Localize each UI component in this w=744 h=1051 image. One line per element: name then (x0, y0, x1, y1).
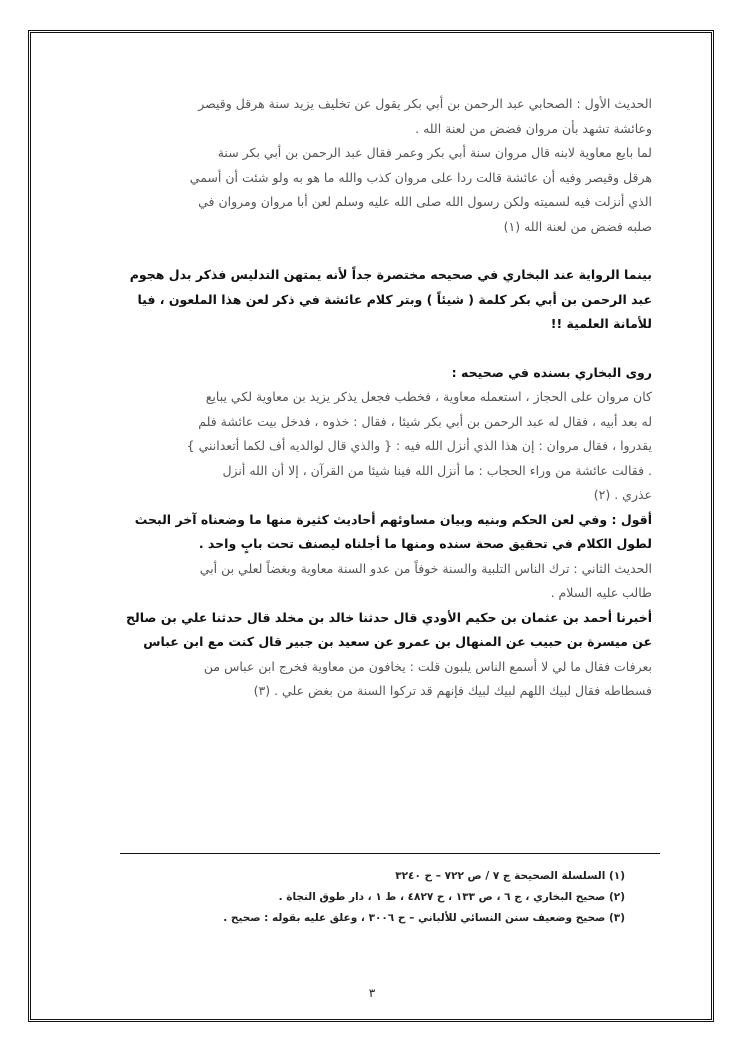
section-heading: روى البخاري بسنده في صحيحه : (451, 364, 652, 380)
footnotes (120, 866, 625, 929)
text-line: . فقالت عائشة من وراء الحجاب : ما أنزل الله فينا شيئا من القرآن ، إلا أن الله أنزل (222, 462, 652, 478)
paragraph-hadith-2 (98, 557, 652, 606)
text-line: له بعد أبيه ، فقال له عبد الرحمن بن أبي بكر شيئا ، فقال : خذوه ، فدخل بيت عائشة فلم (198, 413, 652, 429)
text-line: صلبه فضض من لعنة الله (١) (503, 218, 652, 234)
text-line: أخبرنا أحمد بن عثمان بن حكيم الأودي قال حدثنا خالد بن مخلد قال حدثنا علي بن صالح (126, 609, 652, 625)
heading-bukhari-narration (98, 361, 652, 386)
text-line: عبد الرحمن بن أبي بكر كلمة ( شيئاً ) وبتر كلام عائشة في ذكر لعن هذا الملعون ، فيا (137, 291, 652, 307)
text-line: كان مروان على الحجاز ، استعمله معاوية ، فخطب فجعل يذكر يزيد بن معاوية لكي يبايع (205, 389, 652, 404)
paragraph-bukhari-comment (98, 263, 652, 337)
text-line: للأمانة العلمية !! (550, 316, 652, 331)
text-line: فسطاطه فقال لبيك اللهم لبيك لبيك فإنهم قد تركوا السنة من بغض علي . (٣) (253, 683, 652, 698)
text-line: عن ميسرة بن حبيب عن المنهال بن عمرو عن سعيد بن جبير قال كنت مع ابن عباس (143, 634, 652, 649)
footnote-2: (٢) صحيح البخاري ، ج ٦ ، ص ١٣٣ ، ح ٤٨٢٧ ، ط ١ ، دار طوق النجاة . (278, 891, 625, 903)
text-line: لطول الكلام في تحقيق صحة سنده ومنها ما أجلناه ليصنف تحت بابٍ واحد . (198, 536, 652, 551)
text-line: عذري . (٢) (593, 487, 652, 502)
text-line: لما بايع معاوية لابنه قال مروان سنة أبي بكر وعمر فقال عبد الرحمن بن أبي بكر سنة (217, 145, 652, 160)
paragraph-hadith-2-chain (98, 606, 652, 704)
text-line: الحديث الثاني : ترك الناس التلبية والسنة خوفاً من عدو السنة معاوية وبغضاً لعلي بن أبي (199, 560, 652, 576)
paragraph-hadith-1 (98, 92, 652, 239)
footnote-1: (١) السلسلة الصحيحة ج ٧ / ص ٧٢٢ – ح ٣٢٤٠ (395, 870, 625, 882)
text-line: طالب عليه السلام . (550, 585, 652, 600)
text-line: يقدروا ، فقال مروان : إن هذا الذي أنزل الله فيه : { والذي قال لوالديه أف لكما أتعدانني } (186, 438, 652, 453)
text-line: الحديث الأول : الصحابي عبد الرحمن بن أبي بكر يقول عن تخليف يزيد سنة هرقل وقيصر (198, 96, 652, 111)
footnote-divider (120, 853, 660, 854)
paragraph-author-note (98, 508, 652, 557)
footnote-3: (٣) صحيح وضعيف سنن النسائي للألباني – ح ٣٠٠٦ ، وعلق عليه بقوله : صحيح . (223, 912, 625, 924)
document-body (98, 92, 652, 704)
text-line: بينما الرواية عند البخاري في صحيحه مختصرة جداً لأنه يمتهن التدليس فذكر بدل هجوم (129, 267, 652, 282)
paragraph-bukhari-narration (98, 385, 652, 508)
text-line: بعرفات فقال ما لي لا أسمع الناس يلبون قلت : يخافون من معاوية فخرج ابن عباس من (203, 658, 652, 674)
text-line: هرقل وقيصر وفيه أن عائشة قالت ردا على مروان كذب والله ما هو به ولو شئت أن أسمي (189, 169, 652, 185)
page-number: ٣ (368, 986, 376, 1000)
text-line: وعائشة تشهد بأن مروان فضض من لعنة الله . (415, 120, 652, 136)
text-line: الذي أنزلت فيه لسميته ولكن رسول الله صلى الله عليه وسلم لعن أبا مروان ومروان في (198, 194, 652, 209)
text-line: أقول : وفي لعن الحكم وبنيه وبيان مساوئهم أحاديث كثيرة منها ما وضعناه آخر البحث (134, 511, 652, 527)
